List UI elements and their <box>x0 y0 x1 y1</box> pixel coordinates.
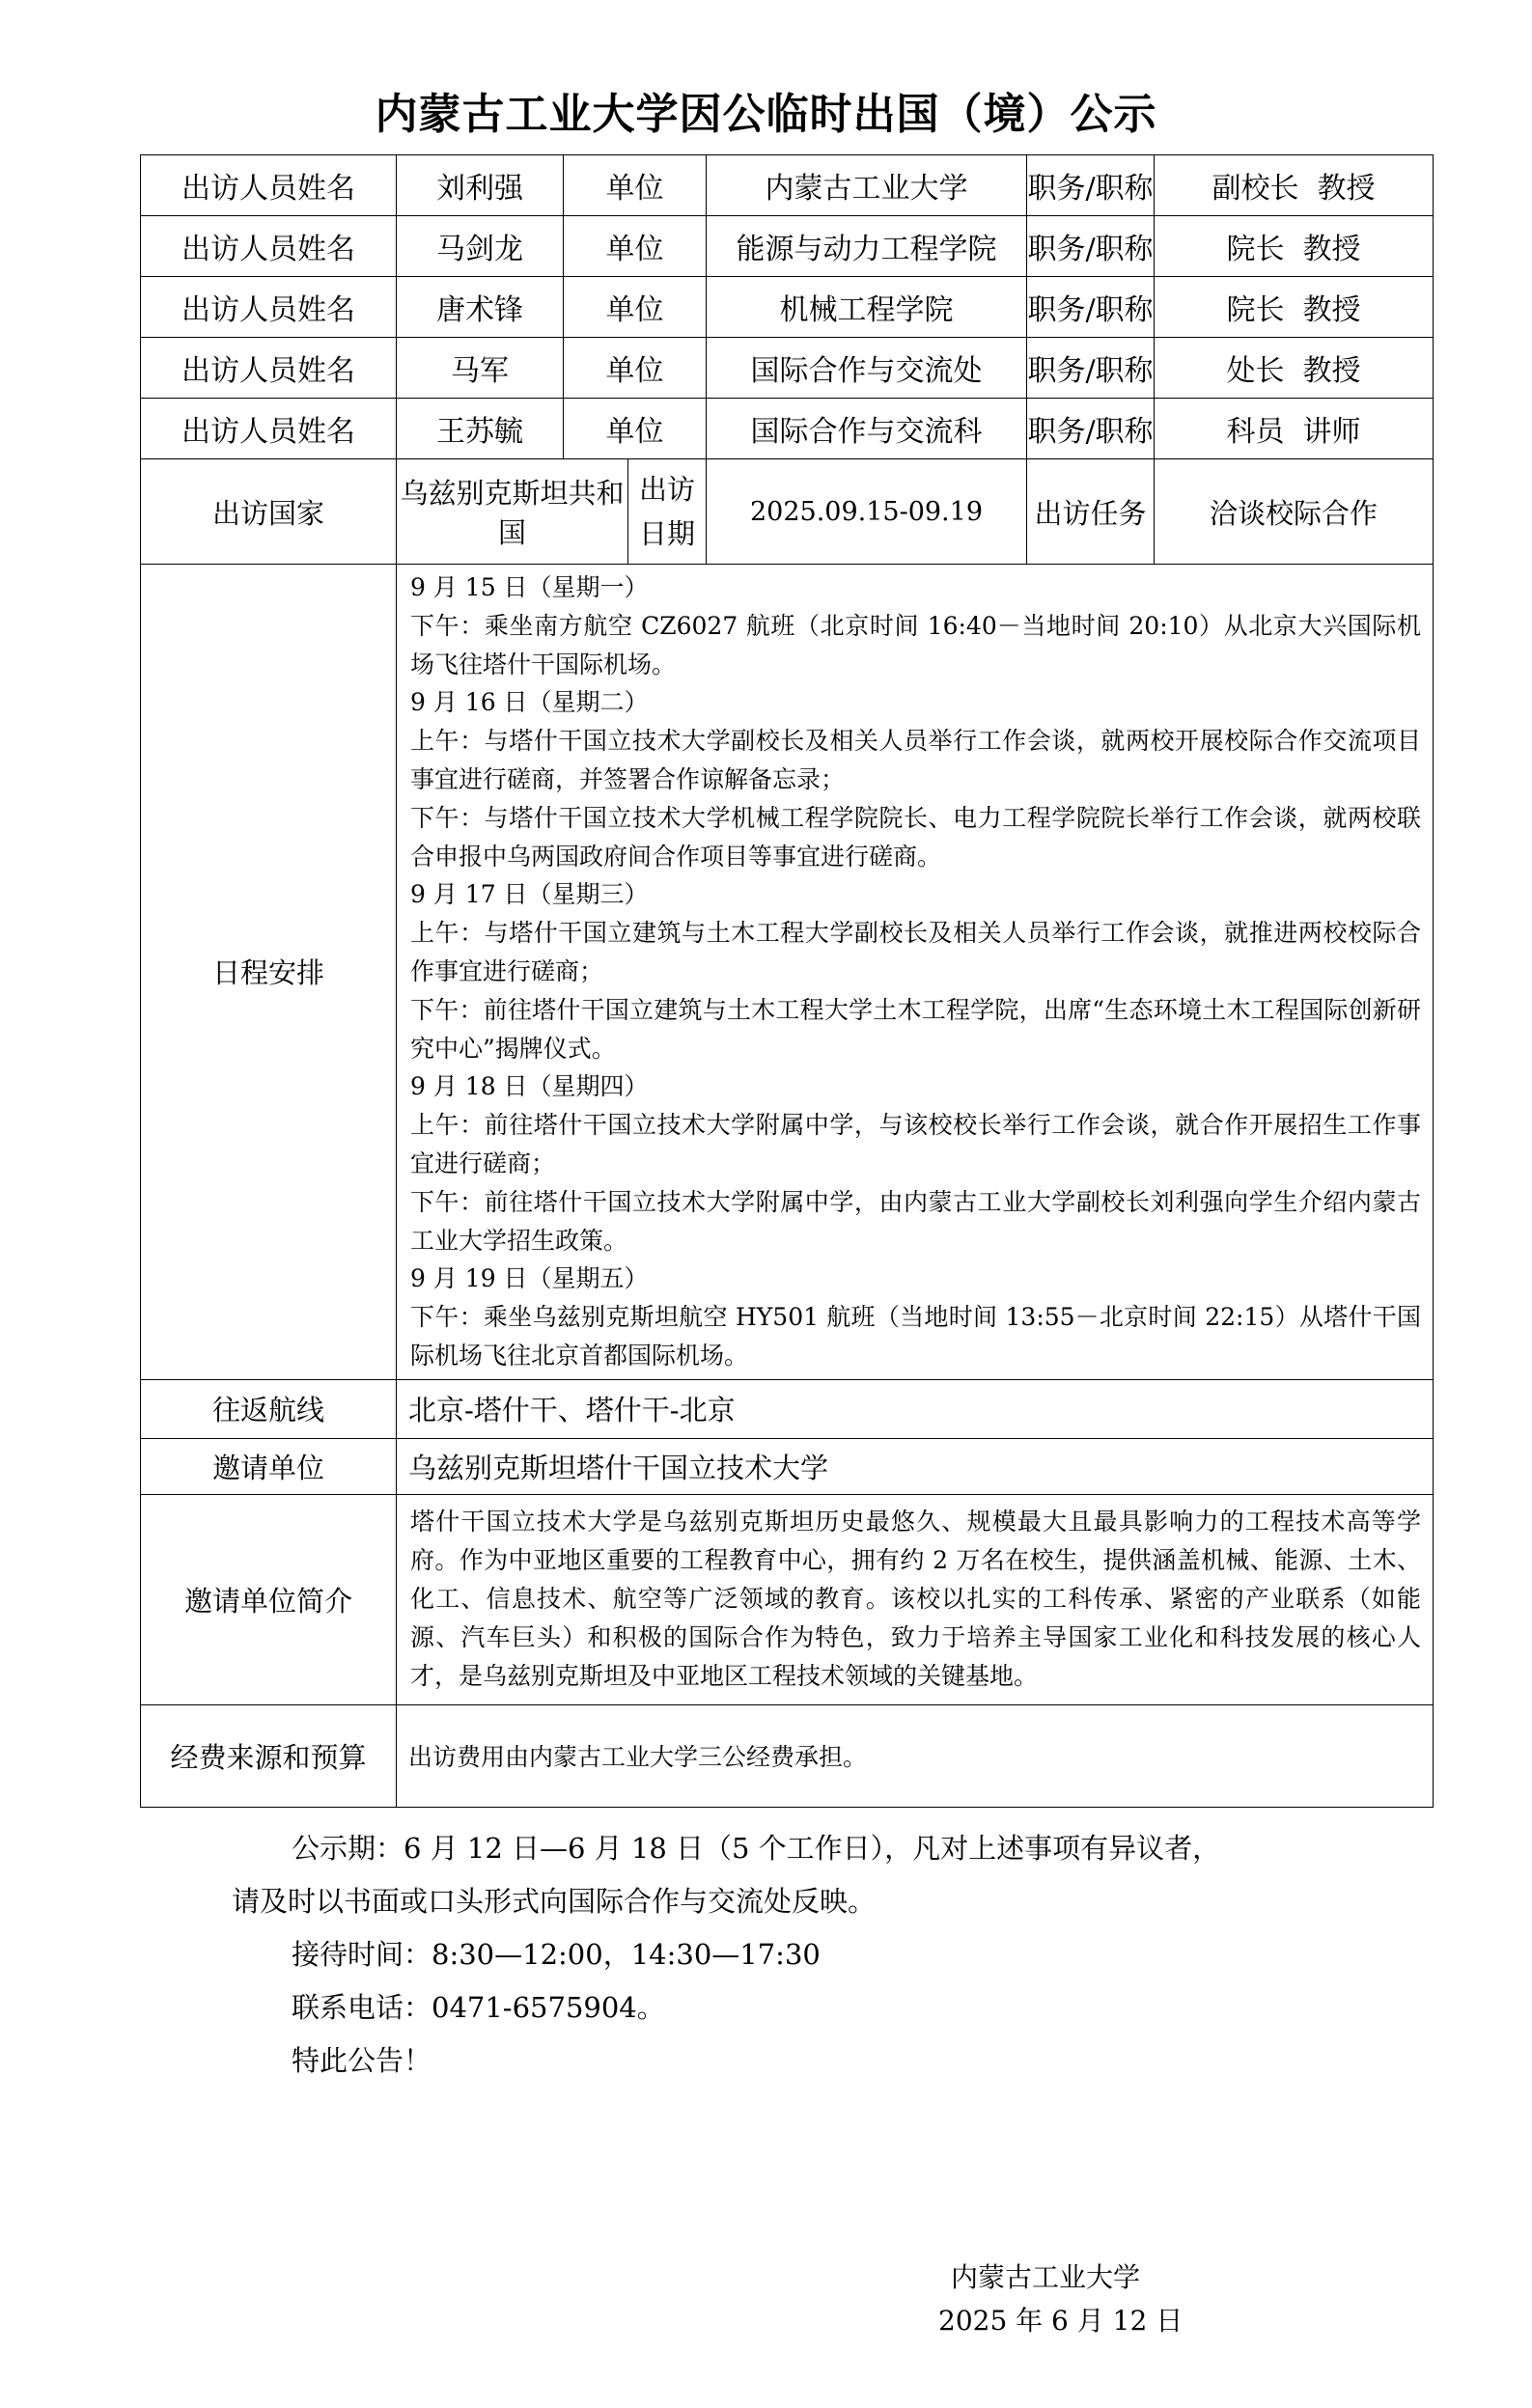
country-value: 乌兹别克斯坦共和国 <box>397 459 628 565</box>
visitor-position-label: 职务/职称 <box>1027 399 1155 459</box>
schedule-day-heading: 9 月 16 日（星期二） <box>410 688 649 717</box>
notice-table <box>140 154 1434 1808</box>
schedule-day-heading: 9 月 15 日（星期一） <box>410 573 649 601</box>
visitor-row <box>141 155 1434 216</box>
inviter-intro-row <box>141 1494 1434 1704</box>
signature-org: 内蒙古工业大学 <box>951 2261 1141 2293</box>
visitor-name: 唐术锋 <box>397 277 564 338</box>
visitor-position: 处长 教授 <box>1155 338 1434 399</box>
visitor-name: 王苏毓 <box>397 399 564 459</box>
notice-period: 公示期：6 月 12 日—6 月 18 日（5 个工作日），凡对上述事项有异议者， <box>292 1832 1221 1865</box>
schedule-label: 日程安排 <box>141 565 397 1380</box>
page-title: 内蒙古工业大学因公临时出国（境）公示 <box>375 90 1157 139</box>
visitor-name-label: 出访人员姓名 <box>141 399 397 459</box>
route-row <box>141 1379 1434 1438</box>
visitor-row <box>141 277 1434 338</box>
notice-contact-instruction: 请及时以书面或口头形式向国际合作与交流处反映。 <box>232 1885 877 1918</box>
visitor-unit: 国际合作与交流处 <box>707 338 1027 399</box>
date-label-line1: 出访 <box>638 473 695 506</box>
visitor-position-label: 职务/职称 <box>1027 155 1155 216</box>
schedule-item: 下午：与塔什干国立技术大学机械工程学院院长、电力工程学院院长举行工作会谈，就两校联合申报中乌两国政府间合作项目等事宜进行磋商。 <box>410 803 1422 871</box>
visitor-position: 科员 讲师 <box>1155 399 1434 459</box>
route-value: 北京-塔什干、塔什干-北京 <box>397 1379 1434 1438</box>
visitor-name-label: 出访人员姓名 <box>141 216 397 277</box>
visitor-position: 副校长 教授 <box>1155 155 1434 216</box>
trip-row <box>141 459 1434 565</box>
date-label <box>628 459 707 565</box>
visitor-unit-label: 单位 <box>564 399 707 459</box>
visitor-row <box>141 216 1434 277</box>
schedule-day-heading: 9 月 18 日（星期四） <box>410 1072 649 1101</box>
schedule-item: 上午：与塔什干国立技术大学副校长及相关人员举行工作会谈，就两校开展校际合作交流项目事宜进行磋商，并签署合作谅解备忘录； <box>410 727 1422 793</box>
visitor-row <box>141 338 1434 399</box>
visitor-unit-label: 单位 <box>564 338 707 399</box>
schedule-day-heading: 9 月 17 日（星期三） <box>410 880 649 909</box>
schedule-item: 上午：前往塔什干国立技术大学附属中学，与该校校长举行工作会谈，就合作开展招生工作事宜进行磋商； <box>410 1111 1422 1177</box>
schedule-row <box>141 565 1434 1380</box>
inviter-value: 乌兹别克斯坦塔什干国立技术大学 <box>397 1438 1434 1494</box>
signature-date: 2025 年 6 月 12 日 <box>938 2305 1184 2337</box>
visitor-position: 院长 教授 <box>1155 277 1434 338</box>
funding-value: 出访费用由内蒙古工业大学三公经费承担。 <box>397 1704 1434 1807</box>
inviter-intro-label: 邀请单位简介 <box>141 1494 397 1704</box>
visitor-name-label: 出访人员姓名 <box>141 155 397 216</box>
date-label-line2: 日期 <box>638 517 695 550</box>
visitor-unit: 国际合作与交流科 <box>707 399 1027 459</box>
inviter-row <box>141 1438 1434 1494</box>
country-label: 出访国家 <box>141 459 397 565</box>
schedule-item: 下午：乘坐南方航空 CZ6027 航班（北京时间 16:40－当地时间 20:10）从北京大兴国际机场飞往塔什干国际机场。 <box>410 611 1422 678</box>
schedule-item: 下午：前往塔什干国立建筑与土木工程大学土木工程学院，出席“生态环境土木工程国际创新研究中心”揭牌仪式。 <box>410 995 1422 1063</box>
visitor-name: 刘利强 <box>397 155 564 216</box>
visitor-position-label: 职务/职称 <box>1027 216 1155 277</box>
visitor-row <box>141 399 1434 459</box>
visitor-unit: 内蒙古工业大学 <box>707 155 1027 216</box>
schedule-item: 下午：乘坐乌兹别克斯坦航空 HY501 航班（当地时间 13:55－北京时间 22:15）从塔什干国际机场飞往北京首都国际机场。 <box>410 1303 1422 1370</box>
schedule-content <box>397 565 1434 1380</box>
date-value: 2025.09.15-09.19 <box>707 459 1027 565</box>
funding-label: 经费来源和预算 <box>141 1704 397 1807</box>
visitor-name-label: 出访人员姓名 <box>141 277 397 338</box>
task-label: 出访任务 <box>1027 459 1155 565</box>
visitor-unit-label: 单位 <box>564 216 707 277</box>
visitor-position: 院长 教授 <box>1155 216 1434 277</box>
visitor-position-label: 职务/职称 <box>1027 338 1155 399</box>
visitor-unit-label: 单位 <box>564 277 707 338</box>
schedule-day-heading: 9 月 19 日（星期五） <box>410 1264 649 1293</box>
schedule-item: 上午：与塔什干国立建筑与土木工程大学副校长及相关人员举行工作会谈，就推进两校校际合作事宜进行磋商； <box>410 919 1422 985</box>
notice-closing: 特此公告！ <box>292 2044 432 2077</box>
visitor-name: 马军 <box>397 338 564 399</box>
route-label: 往返航线 <box>141 1379 397 1438</box>
visitor-name-label: 出访人员姓名 <box>141 338 397 399</box>
schedule-item: 下午：前往塔什干国立技术大学附属中学，由内蒙古工业大学副校长刘利强向学生介绍内蒙古工业大学招生政策。 <box>410 1187 1422 1255</box>
inviter-label: 邀请单位 <box>141 1438 397 1494</box>
visitor-unit: 机械工程学院 <box>707 277 1027 338</box>
notice-reception-hours: 接待时间：8:30—12:00，14:30—17:30 <box>292 1938 821 1971</box>
visitor-name: 马剑龙 <box>397 216 564 277</box>
visitor-position-label: 职务/职称 <box>1027 277 1155 338</box>
visitor-unit: 能源与动力工程学院 <box>707 216 1027 277</box>
notice-phone: 联系电话：0471-6575904。 <box>292 1991 665 2024</box>
inviter-intro-text: 塔什干国立技术大学是乌兹别克斯坦历史最悠久、规模最大且最具影响力的工程技术高等学府。作为中亚地区重要的工程教育中心，拥有约 2 万名在校生，提供涵盖机械、能源、土木、化工、信息技术、航空等广泛领域的教育。该校以扎实的工科传承、紧密的产业联系（如能源、汽车巨头）和积极的国际合作为特色，致力于培养主导国家工业化和科技发展的核心人才，是乌兹别克斯坦及中亚地区工程技术领域的关键基地。 <box>397 1494 1434 1704</box>
task-value: 洽谈校际合作 <box>1155 459 1434 565</box>
visitor-unit-label: 单位 <box>564 155 707 216</box>
funding-row <box>141 1704 1434 1807</box>
